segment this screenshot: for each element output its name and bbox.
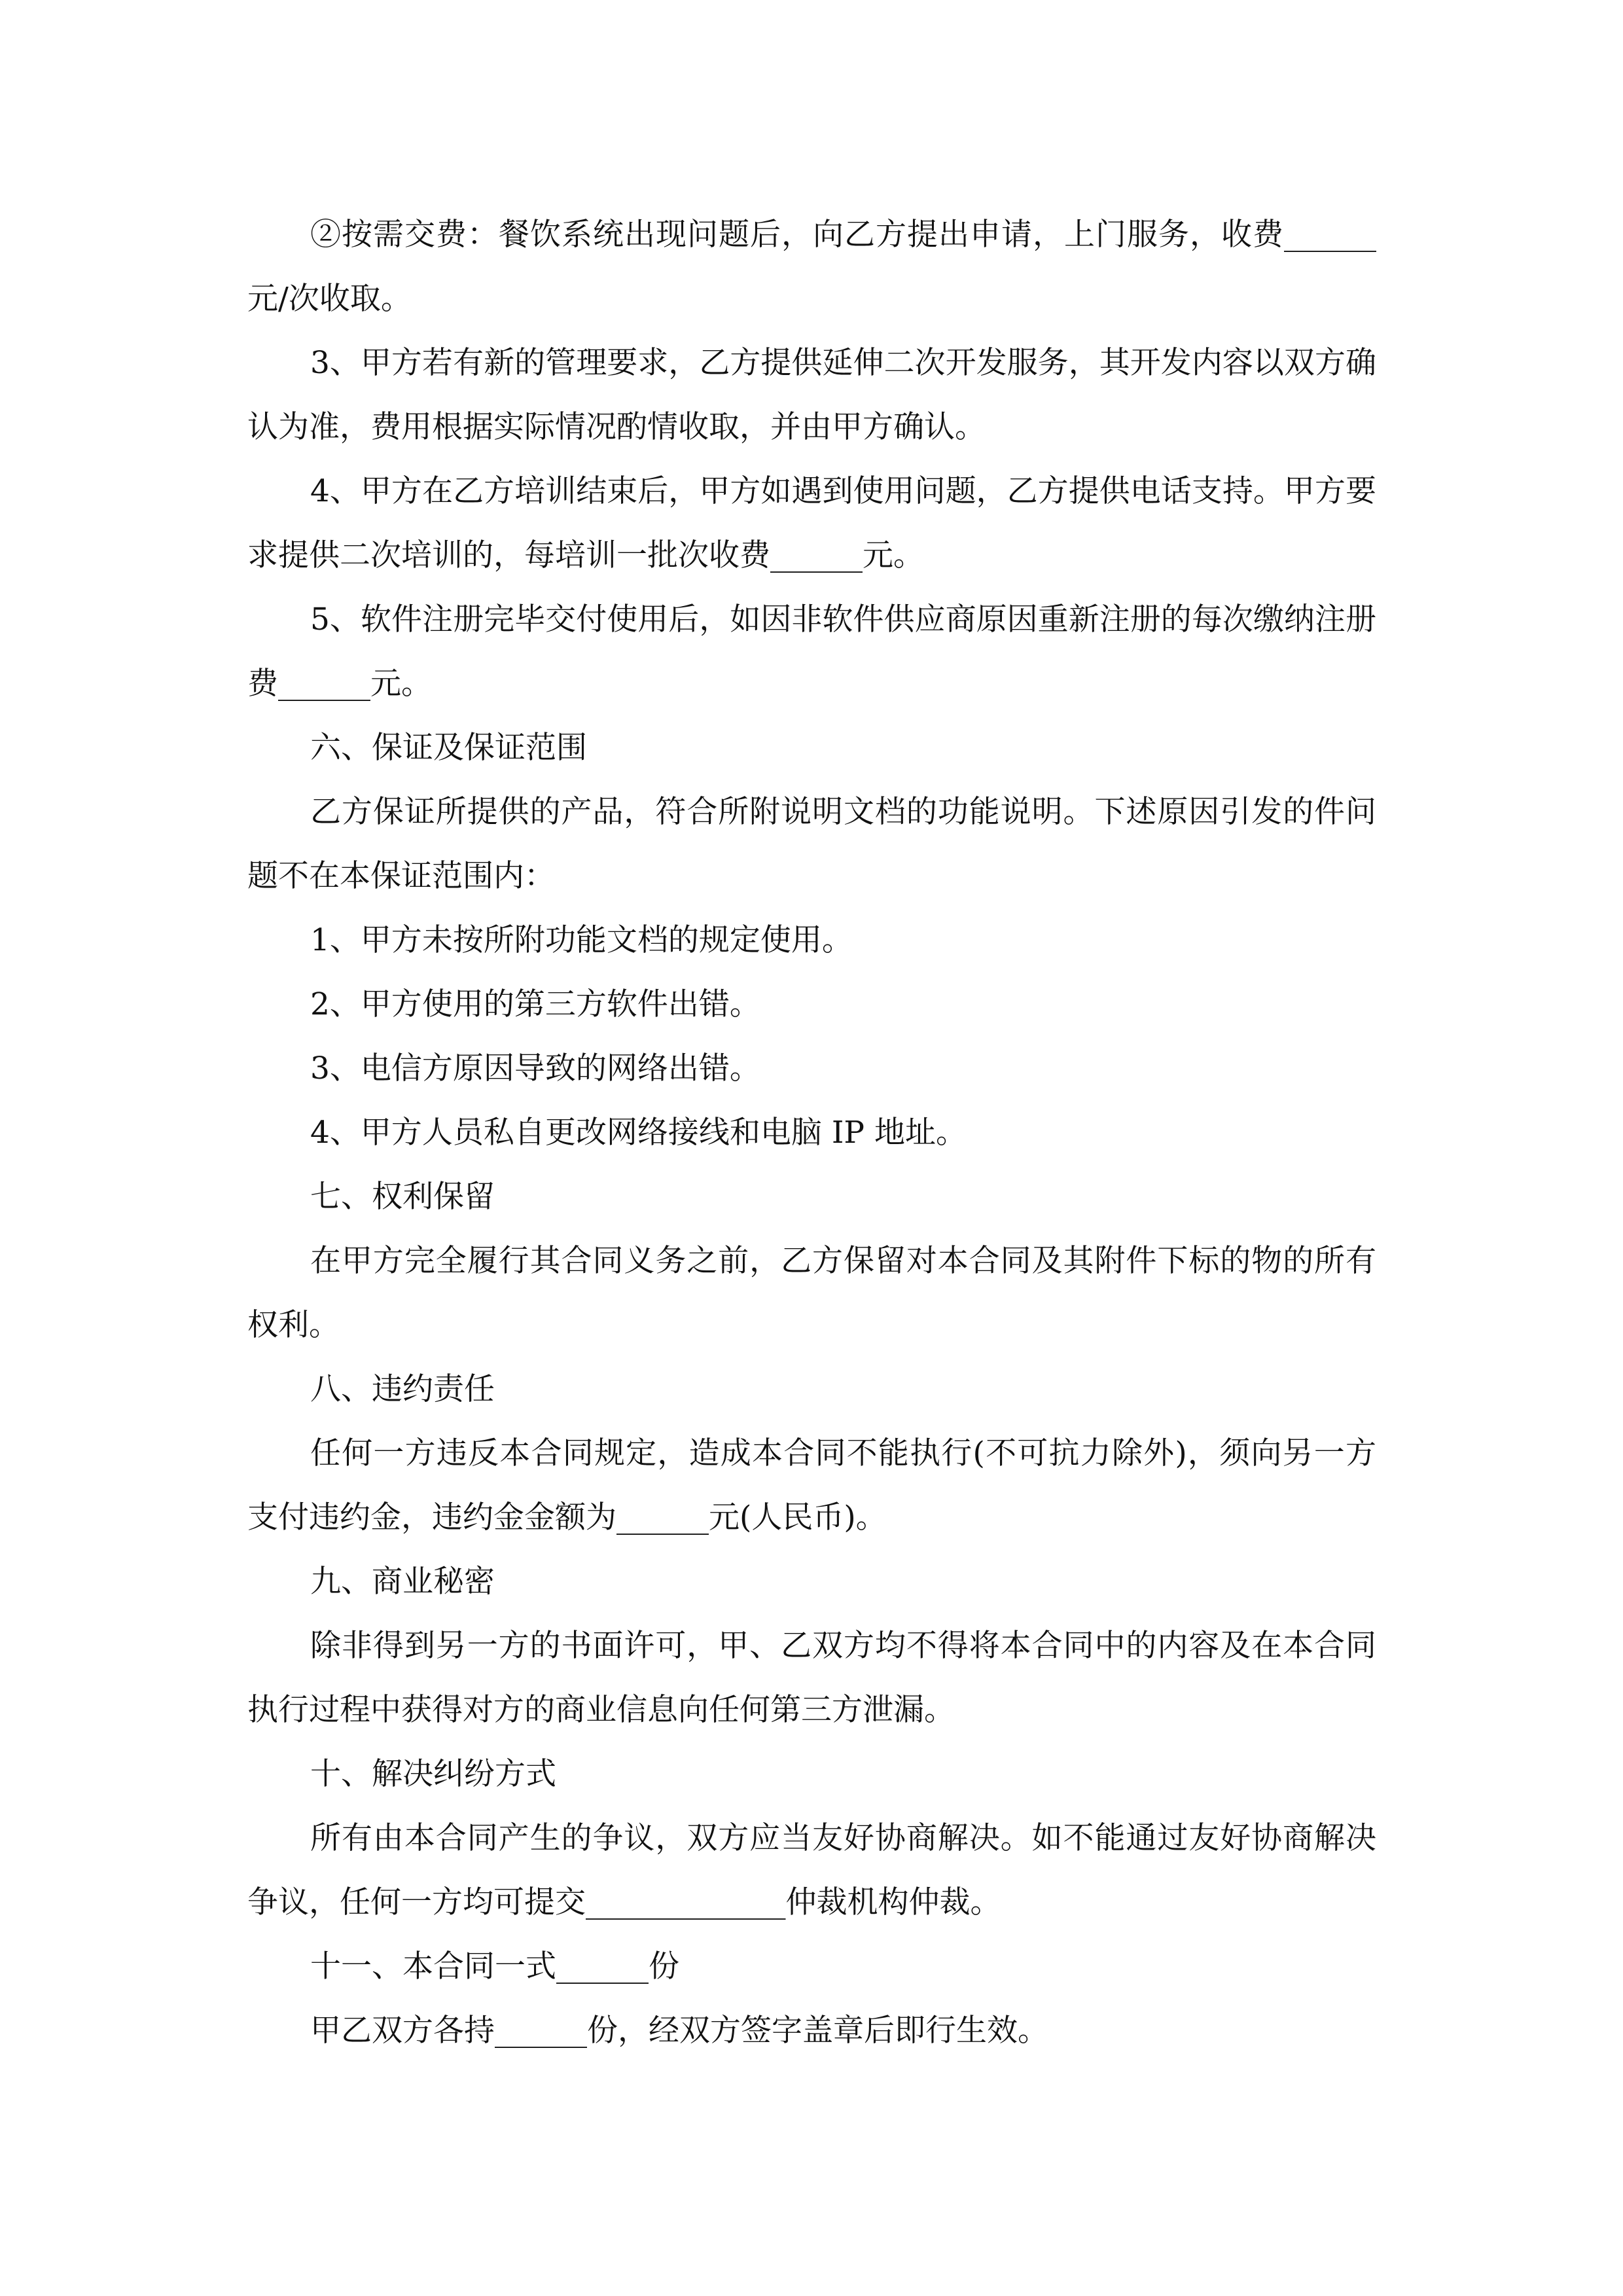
exclusion-item-3: 3、电信方原因导致的网络出错。 <box>310 1050 760 1086</box>
exclusion-item-1: 1、甲方未按所附功能文档的规定使用。 <box>310 922 853 958</box>
exclusion-item-2: 2、甲方使用的第三方软件出错。 <box>310 986 760 1022</box>
section-7-heading: 七、权利保留 <box>310 1179 495 1215</box>
clause-3-secondary-development: 3、甲方若有新的管理要求，乙方提供延伸二次开发服务，其开发内容以双方确认为准，费用根据实际情况酌情收取，并由甲方确认。 <box>247 345 1376 445</box>
clause-5-registration-fee: 5、软件注册完毕交付使用后，如因非软件供应商原因重新注册的每次缴纳注册费______元。 <box>247 601 1376 702</box>
clause-4-phone-support: 4、甲方在乙方培训结束后，甲方如遇到使用问题，乙方提供电话支持。甲方要求提供二次培训的，每培训一批次收费______元。 <box>247 473 1376 573</box>
section-11-body: 甲乙双方各持______份，经双方签字盖章后即行生效。 <box>310 2013 1048 2049</box>
section-7-body: 在甲方完全履行其合同义务之前，乙方保留对本合同及其附件下标的物的所有权利。 <box>247 1243 1376 1343</box>
contract-page <box>247 203 1376 2063</box>
section-9-heading: 九、商业秘密 <box>310 1564 495 1600</box>
section-8-body: 任何一方违反本合同规定，造成本合同不能执行(不可抗力除外)，须向另一方支付违约金，违约金金额为______元(人民币)。 <box>247 1435 1376 1535</box>
section-6-intro: 乙方保证所提供的产品，符合所附说明文档的功能说明。下述原因引发的件问题不在本保证范围内： <box>247 794 1376 894</box>
section-8-heading: 八、违约责任 <box>310 1371 495 1407</box>
section-6-heading: 六、保证及保证范围 <box>310 730 587 766</box>
section-10-heading: 十、解决纠纷方式 <box>310 1756 556 1792</box>
clause-service-fee-on-demand: ②按需交费：餐饮系统出现问题后，向乙方提出申请，上门服务，收费______元/次收取。 <box>247 217 1376 317</box>
section-9-body: 除非得到另一方的书面许可，甲、乙双方均不得将本合同中的内容及在本合同执行过程中获得对方的商业信息向任何第三方泄漏。 <box>247 1628 1376 1728</box>
section-10-body: 所有由本合同产生的争议，双方应当友好协商解决。如不能通过友好协商解决争议，任何一方均可提交_____________仲裁机构仲裁。 <box>247 1820 1376 1920</box>
exclusion-item-4: 4、甲方人员私自更改网络接线和电脑 IP 地址。 <box>310 1115 967 1151</box>
section-11-heading: 十一、本合同一式______份 <box>310 1948 679 1984</box>
